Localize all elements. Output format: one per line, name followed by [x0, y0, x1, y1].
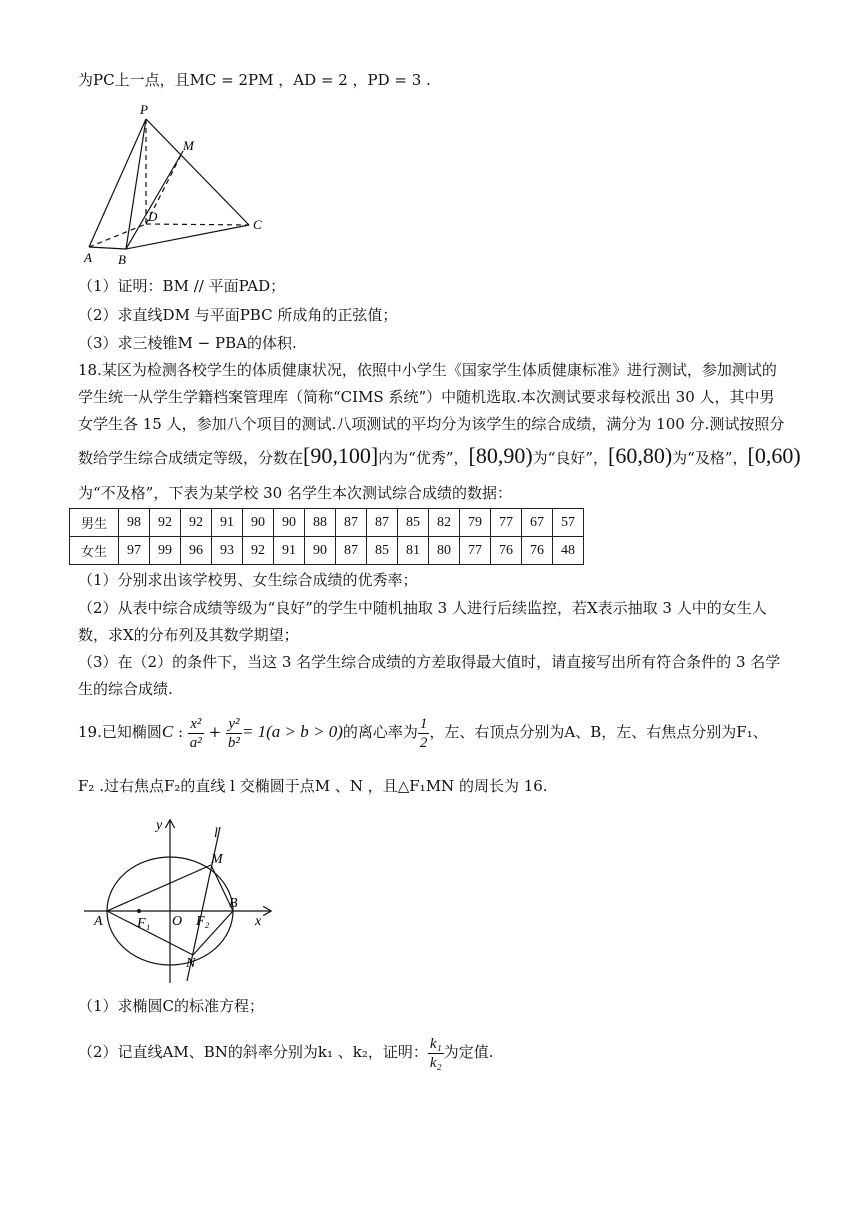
label-P: P	[140, 102, 148, 117]
label-M: M	[211, 852, 223, 867]
score-cell: 57	[553, 509, 584, 537]
label-O: O	[172, 914, 183, 929]
q18-para-line2: 学生统一从学生学籍档案管理库（简称“CIMS 系统”）中随机选取.本次测试要求每校派出 30 人，其中男	[78, 388, 775, 406]
q18-sub3-line2: 生的综合成绩.	[78, 680, 173, 698]
q17-sub1: （1）证明：BM // 平面PAD；	[78, 277, 286, 295]
label-x: x	[255, 914, 262, 929]
table-row	[70, 537, 584, 565]
q19-prefix: 19.已知椭圆	[78, 723, 162, 741]
edge-AB	[89, 247, 126, 249]
intro-line: 为PC上一点，且MC = 2PM ，AD = 2 ，PD = 3 .	[78, 71, 431, 89]
interval-good: [80,90)	[468, 443, 533, 468]
edge-BM	[126, 151, 183, 249]
score-cell: 85	[398, 509, 429, 537]
frac-ecc: $\frac{1}{2}$	[419, 715, 428, 751]
q19-sub2-b: 为定值.	[443, 1043, 494, 1061]
frac-k1-k2: $\frac{\text{k₁}}{\text{k₂}}$	[429, 1035, 442, 1071]
q17-sub2: （2）求直线DM 与平面PBC 所成角的正弦值；	[78, 306, 398, 324]
score-cell: 91	[274, 537, 305, 565]
q18-line4-c: 为“良好”，	[532, 449, 609, 467]
label-B: B	[118, 252, 126, 267]
score-cell: 92	[150, 509, 181, 537]
score-cell: 82	[429, 509, 460, 537]
label-F1: F₁	[137, 916, 151, 931]
score-cell: 90	[305, 537, 336, 565]
q19-line1: 19.已知椭圆C : $\frac{\text{x²}}{\text{a²}}$ + $\frac{\text{y²}}{\text{b²}}$ = 1(a > b > 0)的离心率为 $\frac{1}{2}$ ，左、右顶点分别为A、B，左、右焦点分别为F₁、	[78, 715, 768, 751]
edge-PC	[146, 119, 249, 225]
q19-sub1: （1）求椭圆C的标准方程；	[78, 997, 265, 1015]
label-M: M	[183, 138, 194, 153]
score-cell: 87	[367, 509, 398, 537]
label-D: D	[148, 209, 158, 224]
label-l: l	[214, 826, 218, 841]
table-row	[70, 509, 584, 537]
q18-line4-b: 内为“优秀”，	[378, 449, 469, 467]
q18-line4-a: 数给学生综合成绩定等级，分数在	[78, 449, 304, 467]
q19-sub2	[78, 1032, 494, 1072]
score-cell: 81	[398, 537, 429, 565]
q18-sub3-line1: （3）在（2）的条件下，当这 3 名学生综合成绩的方差取得最大值时，请直接写出所有符合条件的 3 名学	[78, 653, 781, 671]
q19-line2: F₂ .过右焦点F₂的直线 l 交椭圆于点M 、N ，且△F₁MN 的周长为 16.	[78, 777, 548, 795]
interval-pass: [60,80)	[608, 443, 673, 468]
label-A: A	[84, 250, 92, 265]
scores-table	[69, 508, 584, 565]
q17-sub3: （3）求三棱锥M − PBA的体积.	[78, 334, 297, 352]
row-label-female: 女生	[70, 537, 119, 565]
score-cell: 67	[522, 509, 553, 537]
score-cell: 97	[119, 537, 150, 565]
q19-sub2-a: （2）记直线AM、BN的斜率分别为k₁ 、k₂，证明：	[78, 1043, 428, 1061]
label-N: N	[186, 956, 196, 971]
q19-rest1: ，左、右顶点分别为A、B，左、右焦点分别为F₁、	[429, 723, 768, 741]
score-cell: 88	[305, 509, 336, 537]
score-cell: 96	[181, 537, 212, 565]
frac-x: $\frac{\text{x²}}{\text{a²}}$	[189, 715, 202, 751]
edge-DC	[146, 224, 249, 225]
focus-F1-dot	[137, 909, 141, 913]
label-B: B	[229, 896, 238, 911]
score-cell: 87	[336, 509, 367, 537]
label-y: y	[156, 818, 163, 833]
score-cell: 79	[460, 509, 491, 537]
q18-para-line1: 18.某区为检测各校学生的体质健康状况，依照中小学生《国家学生体质健康标准》进行测试，参加测试的	[78, 361, 777, 379]
interval-fail: [0,60)	[747, 443, 801, 468]
label-A: A	[94, 914, 103, 929]
q18-para-line3: 女学生各 15 人，参加八个项目的测试.八项测试的平均分为该学生的综合成绩，满分为 100 分.测试按照分	[78, 415, 785, 433]
score-cell: 85	[367, 537, 398, 565]
frac-y: $\frac{\text{y²}}{\text{b²}}$	[227, 715, 240, 751]
row-label-male: 男生	[70, 509, 119, 537]
score-cell: 93	[212, 537, 243, 565]
score-cell: 80	[429, 537, 460, 565]
segment-AM	[107, 865, 211, 911]
score-cell: 90	[274, 509, 305, 537]
label-C: C	[253, 217, 262, 232]
score-cell: 92	[243, 537, 274, 565]
score-cell: 87	[336, 537, 367, 565]
score-cell: 91	[212, 509, 243, 537]
pyramid-figure	[80, 100, 270, 270]
score-cell: 76	[491, 537, 522, 565]
ellipse-name: C	[161, 722, 174, 741]
q18-sub2-line1: （2）从表中综合成绩等级为“良好”的学生中随机抽取 3 人进行后续监控，若X表示抽取 3 人中的女生人	[78, 599, 767, 617]
edge-PB	[126, 119, 146, 249]
q18-para-line4	[78, 443, 801, 468]
interval-excellent: [90,100]	[303, 443, 379, 468]
score-cell: 77	[491, 509, 522, 537]
q18-sub2-line2: 数，求X的分布列及其数学期望；	[78, 626, 299, 644]
edge-PA	[89, 119, 146, 247]
q18-line4-d: 为“及格”，	[672, 449, 748, 467]
edge-BC	[126, 225, 249, 249]
score-cell: 98	[119, 509, 150, 537]
ecc-text: 的离心率为	[342, 723, 418, 741]
score-cell: 76	[522, 537, 553, 565]
score-cell: 92	[181, 509, 212, 537]
score-cell: 90	[243, 509, 274, 537]
eq-tail: = 1(a > b > 0)	[241, 722, 343, 741]
score-cell: 48	[553, 537, 584, 565]
q18-para-line5: 为“不及格”，下表为某学校 30 名学生本次测试综合成绩的数据：	[78, 484, 512, 502]
score-cell: 99	[150, 537, 181, 565]
label-F2: F₂	[196, 914, 210, 929]
q18-sub1: （1）分别求出该学校男、女生综合成绩的优秀率；	[78, 571, 418, 589]
ellipse-figure	[80, 815, 280, 990]
score-cell: 77	[460, 537, 491, 565]
